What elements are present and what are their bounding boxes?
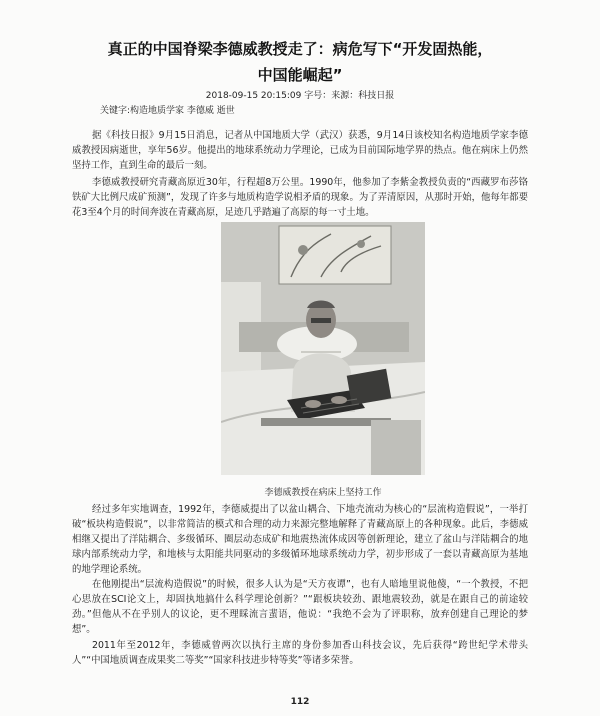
paragraph-1: 据《科技日报》9月15日消息，记者从中国地质大学（武汉）获悉，9月14日该校知名构造地质学家李德威教授因病逝世，享年56岁。他提出的地球系统动力学理论，已成为目前国际地学界的热点。他在病床上仍然坚持工作，直到生命的最后一刻。	[72, 130, 528, 171]
paragraph-2: 李德威教授研究青藏高原近30年，行程超8万公里。1990年，他参加了李紫金教授负责的“西藏罗布莎铬铁矿大比例尺成矿预测”，发现了许多与地质构造学说相矛盾的现象。为了弄清原因，从那时开始，他每年都要花3至4个月的时间奔波在青藏高原，足迹几乎踏遍了高原的每一寸土地。	[72, 177, 528, 218]
article-keywords: 关键字:构造地质学家 李德威 逝世	[100, 106, 235, 116]
article-title-line-1: 真正的中国脊梁李德威教授走了：病危写下“开发固热能，	[107, 40, 493, 58]
paragraph-3: 经过多年实地调查，1992年，李德威提出了以盆山耦合、下地壳流动为核心的“层流构造假说”，一举打破“板块构造假说”，以非常简洁的模式和合理的动力来源完整地解释了青藏高原上的各种现象。此后，李德威相继又提出了洋陆耦合、多级循环、圈层动态成矿和地震热流体成因等创新理论，建立了盆山与洋陆耦合的地球内部系统动力学，和地核与太阳能共同驱动的多级循环地球系统动力学，初步形成了一套以青藏高原为基地的地学理论系统。	[72, 504, 528, 575]
article-photo	[221, 222, 425, 475]
photo-illustration	[221, 222, 425, 475]
article-title	[60, 36, 540, 88]
article-meta: 2018-09-15 20:15:09 字号：来源：科技日报	[205, 91, 395, 101]
page-number: 112	[290, 697, 310, 707]
photo-caption: 李德威教授在病床上坚持工作	[264, 488, 382, 498]
paragraph-5: 2011年至2012年，李德威曾两次以执行主席的身份参加香山科技会议，先后获得“跨世纪学术带头人”“中国地质调查成果奖二等奖”“国家科技进步特等奖”等诸多荣誉。	[72, 640, 528, 666]
article-title-line-2: 中国能崛起”	[257, 66, 343, 84]
paragraph-4: 在他刚提出“层流构造假说”的时候，很多人认为是“天方夜谭”，也有人暗地里说他傻，“一个教授，不把心思放在SCI论文上，却固执地搞什么科学理论创新？”“跟板块较劲、跟地震较劲，就是在跟自己的前途较劲。”但他从不在乎别人的议论，更不理睬流言蜚语，他说：“我绝不会为了评职称，放弃创建自己理论的梦想”。	[72, 579, 528, 635]
